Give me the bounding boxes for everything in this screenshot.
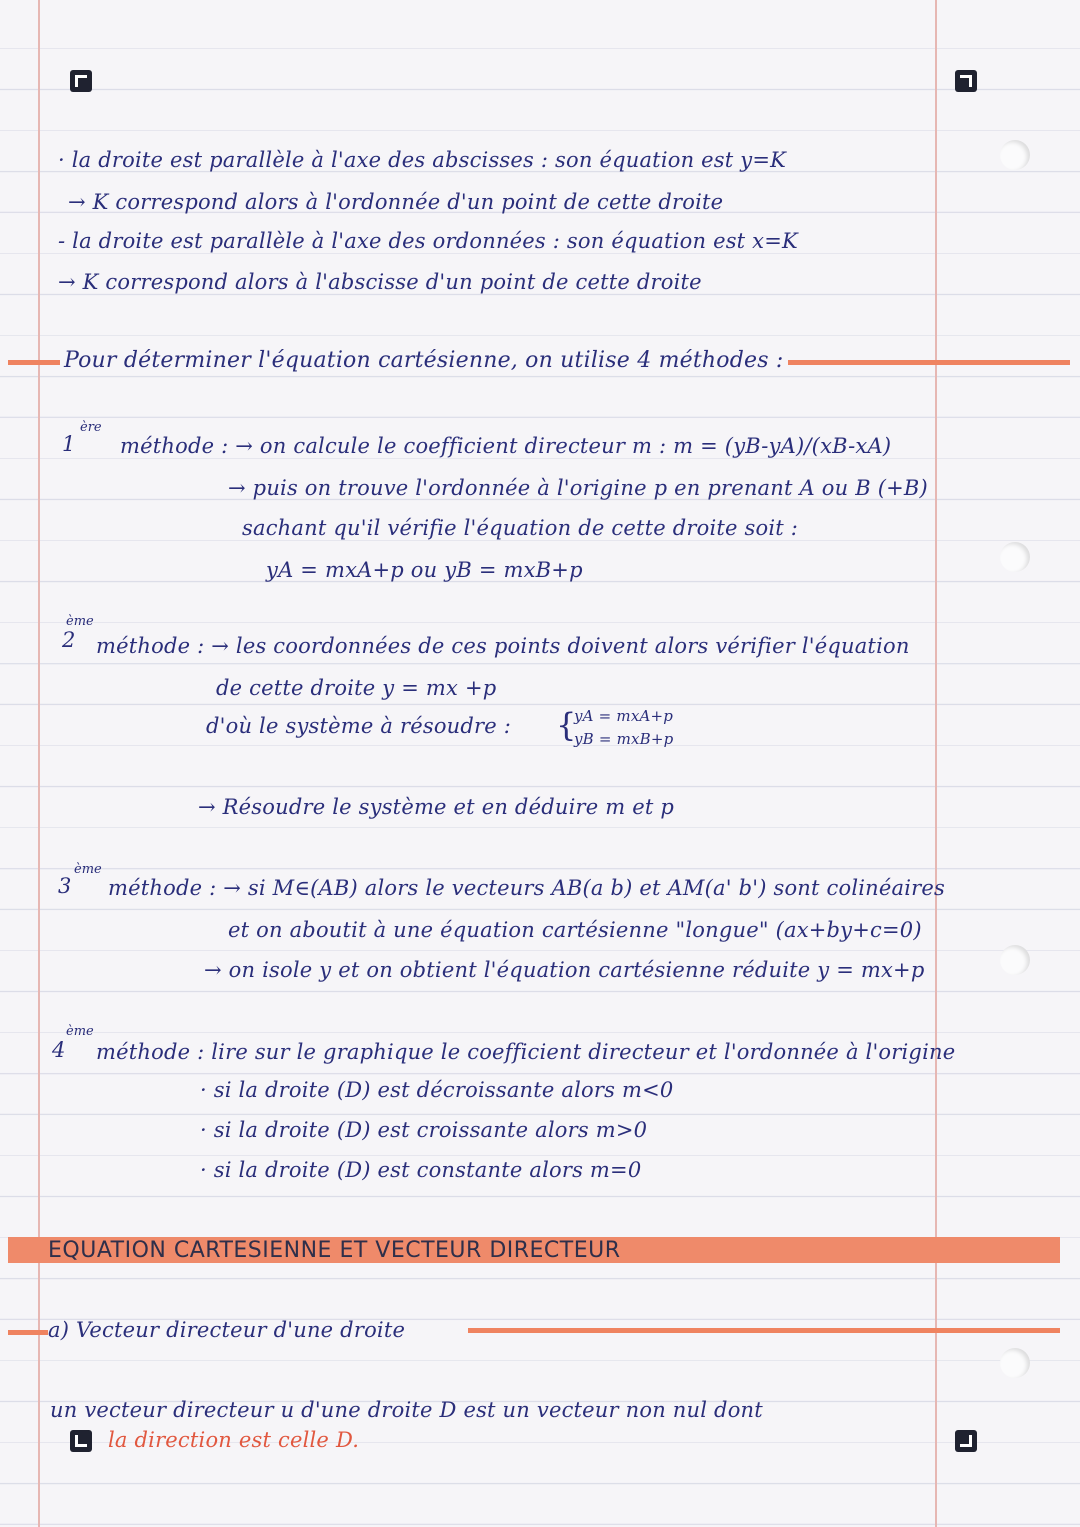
left-margin-line	[38, 0, 40, 1527]
method-1-line: → puis on trouve l'ordonnée à l'origine p en prenant A ou B (+B)	[228, 476, 928, 500]
method-4-line: · si la droite (D) est décroissante alors m<0	[200, 1078, 674, 1102]
method-superscript: ème	[66, 614, 94, 629]
method-2-line: d'où le système à résoudre :	[206, 714, 512, 738]
definition-line: la direction est celle D.	[108, 1428, 360, 1452]
method-3-line: → on isole y et on obtient l'équation cartésienne réduite y = mx+p	[204, 958, 925, 982]
method-1-line: méthode : → on calcule le coefficient directeur m : m = (yB-yA)/(xB-xA)	[120, 434, 892, 458]
definition-line: un vecteur directeur u d'une droite D est un vecteur non nul dont	[50, 1398, 763, 1422]
system-equation: yA = mxA+p	[574, 707, 674, 725]
method-1-line: sachant qu'il vérifie l'équation de cette droite soit :	[242, 516, 799, 540]
highlight-line	[788, 360, 1070, 365]
method-3-line: et on aboutit à une équation cartésienne "longue" (ax+by+c=0)	[228, 918, 922, 942]
binder-hole	[1000, 945, 1030, 975]
note-line: → K correspond alors à l'abscisse d'un point de cette droite	[58, 270, 702, 294]
method-number: 3	[58, 874, 72, 898]
method-number: 1	[62, 432, 76, 456]
corner-marker-icon	[70, 1430, 92, 1452]
corner-marker-icon	[70, 70, 92, 92]
highlight-line	[8, 1330, 48, 1335]
section-title-band	[8, 1237, 1060, 1263]
note-line: · la droite est parallèle à l'axe des abscisses : son équation est y=K	[58, 148, 787, 172]
system-equation: yB = mxB+p	[574, 730, 674, 748]
subsection-title: a) Vecteur directeur d'une droite	[48, 1318, 406, 1342]
binder-hole	[1000, 542, 1030, 572]
method-2-line: → Résoudre le système et en déduire m et p	[198, 795, 674, 819]
highlight-line	[8, 360, 60, 365]
intro-text: Pour déterminer l'équation cartésienne, on utilise 4 méthodes :	[64, 348, 784, 373]
highlight-line	[468, 1328, 1060, 1333]
section-title: EQUATION CARTESIENNE ET VECTEUR DIRECTEUR	[48, 1238, 621, 1263]
corner-marker-icon	[955, 1430, 977, 1452]
binder-hole	[1000, 1348, 1030, 1378]
method-number: 4	[52, 1038, 66, 1062]
method-2-line: de cette droite y = mx +p	[216, 676, 497, 700]
method-number: 2	[62, 628, 76, 652]
right-margin-line	[935, 0, 937, 1527]
corner-marker-icon	[955, 70, 977, 92]
method-superscript: ème	[74, 862, 102, 877]
method-3-line: méthode : → si M∈(AB) alors le vecteurs AB(a b) et AM(a' b') sont colinéaires	[108, 876, 945, 900]
method-4-line: · si la droite (D) est croissante alors m>0	[200, 1118, 648, 1142]
method-superscript: ème	[66, 1024, 94, 1039]
system-brace: {	[556, 706, 577, 744]
method-superscript: ère	[80, 420, 102, 435]
method-4-line: · si la droite (D) est constante alors m=0	[200, 1158, 642, 1182]
note-line: - la droite est parallèle à l'axe des ordonnées : son équation est x=K	[58, 229, 798, 253]
binder-hole	[1000, 140, 1030, 170]
method-4-line: méthode : lire sur le graphique le coefficient directeur et l'ordonnée à l'origine	[96, 1040, 956, 1064]
method-1-line: yA = mxA+p ou yB = mxB+p	[266, 558, 583, 582]
method-2-line: méthode : → les coordonnées de ces points doivent alors vérifier l'équation	[96, 634, 910, 658]
note-line: → K correspond alors à l'ordonnée d'un point de cette droite	[68, 190, 724, 214]
